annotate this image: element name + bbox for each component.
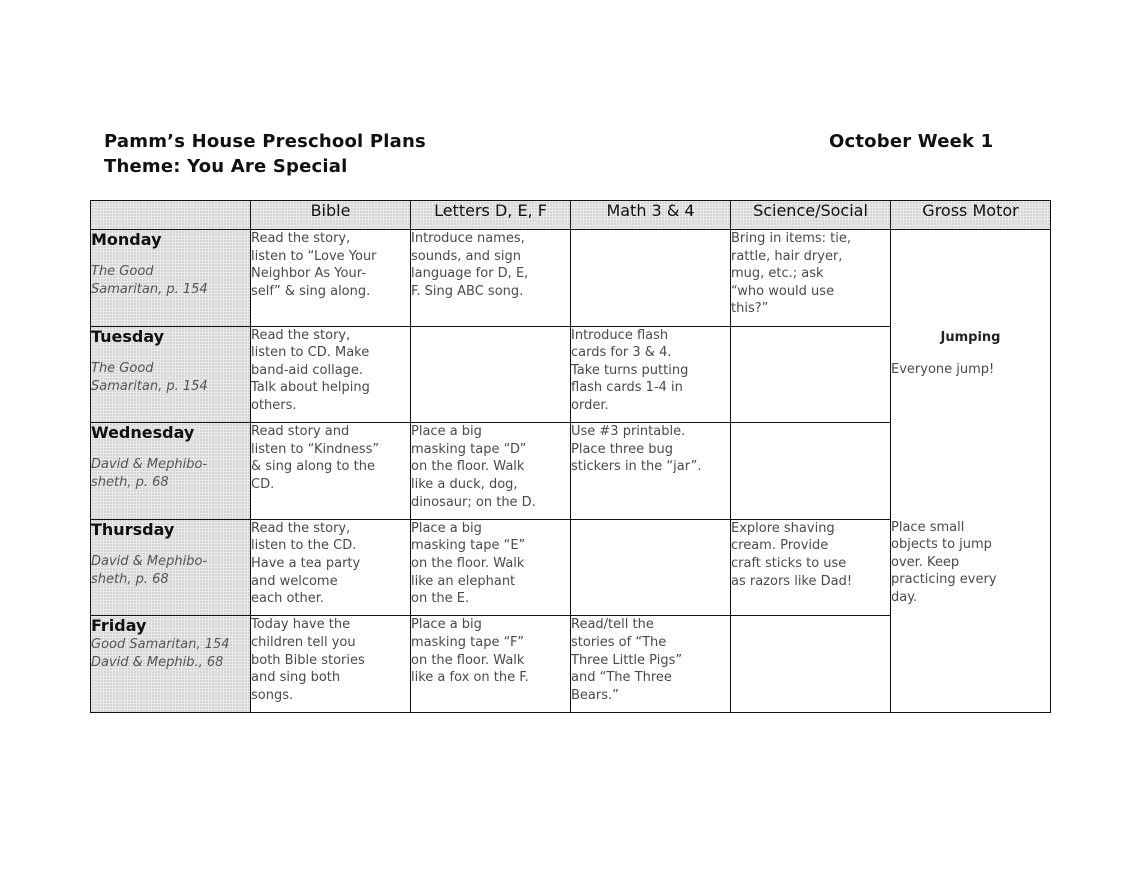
day-cell xyxy=(91,519,251,616)
bible-cell: Read the story, listen to CD. Make band-aid collage. Talk about helping others. xyxy=(251,326,411,423)
col-header-science: Science/Social xyxy=(731,201,891,230)
math-cell xyxy=(571,230,731,327)
day-name: Wednesday xyxy=(91,423,195,443)
letters-cell xyxy=(411,326,571,423)
bible-cell: Read the story, listen to “Love Your Neighbor As Your- self” & sing along. xyxy=(251,230,411,327)
lesson-plan-table xyxy=(90,200,1051,713)
day-name: Tuesday xyxy=(91,326,165,346)
gross-motor-cell xyxy=(891,230,1051,713)
bible-cell: Read the story, listen to the CD. Have a tea party and welcome each other. xyxy=(251,519,411,616)
day-name: Friday xyxy=(91,616,147,636)
gross-motor-title: Jumping xyxy=(940,330,1001,345)
math-cell: Use #3 printable. Place three bug stickers in the “jar”. xyxy=(571,423,731,520)
science-cell: Bring in items: tie, rattle, hair dryer, mug, etc.; ask “who would use this?” xyxy=(731,230,891,327)
day-story: The Good Samaritan, p. 154 xyxy=(91,264,208,297)
day-story: The Good Samaritan, p. 154 xyxy=(91,360,208,394)
row-monday xyxy=(91,230,1051,327)
letters-cell: Place a big masking tape “F” on the floor. Walk like a fox on the F. xyxy=(411,616,571,713)
letters-cell: Place a big masking tape “D” on the floor. Walk like a duck, dog, dinosaur; on the D. xyxy=(411,423,571,520)
day-story: David & Mephibo- sheth, p. 68 xyxy=(91,457,208,491)
day-story: Good Samaritan, 154 David & Mephib., 68 xyxy=(91,637,230,671)
week-label: October Week 1 xyxy=(829,131,994,152)
math-cell: Read/tell the stories of “The Three Little Pigs” and “The Three Bears.” xyxy=(571,616,731,713)
gross-motor-text-2: Place small objects to jump over. Keep practicing every day. xyxy=(891,519,997,605)
day-cell xyxy=(91,423,251,520)
day-cell xyxy=(91,326,251,423)
letters-cell: Introduce names, sounds, and sign language for D, E, F. Sing ABC song. xyxy=(411,230,571,327)
col-header-bible: Bible xyxy=(251,201,411,230)
science-cell xyxy=(731,326,891,423)
letters-cell: Place a big masking tape “E” on the floor. Walk like an elephant on the E. xyxy=(411,519,571,616)
theme-line: Theme: You Are Special xyxy=(104,156,348,177)
page-title: Pamm’s House Preschool Plans xyxy=(104,131,426,152)
day-cell xyxy=(91,616,251,713)
col-header-letters: Letters D, E, F xyxy=(411,201,571,230)
science-cell xyxy=(731,616,891,713)
gross-motor-text-1: Everyone jump! xyxy=(891,362,995,377)
day-name: Thursday xyxy=(91,519,175,539)
day-story: David & Mephibo- sheth, p. 68 xyxy=(91,553,208,587)
corner-cell xyxy=(91,201,251,230)
day-cell xyxy=(91,230,251,327)
bible-cell: Today have the children tell you both Bible stories and sing both songs. xyxy=(251,616,411,713)
day-name: Monday xyxy=(91,230,162,249)
science-cell: Explore shaving cream. Provide craft sticks to use as razors like Dad! xyxy=(731,519,891,616)
bible-cell: Read story and listen to “Kindness” & sing along to the CD. xyxy=(251,423,411,520)
science-cell xyxy=(731,423,891,520)
math-cell: Introduce flash cards for 3 & 4. Take turns putting flash cards 1-4 in order. xyxy=(571,326,731,423)
header-row xyxy=(91,201,1051,230)
col-header-gross-motor: Gross Motor xyxy=(891,201,1051,230)
col-header-math: Math 3 & 4 xyxy=(571,201,731,230)
math-cell xyxy=(571,519,731,616)
